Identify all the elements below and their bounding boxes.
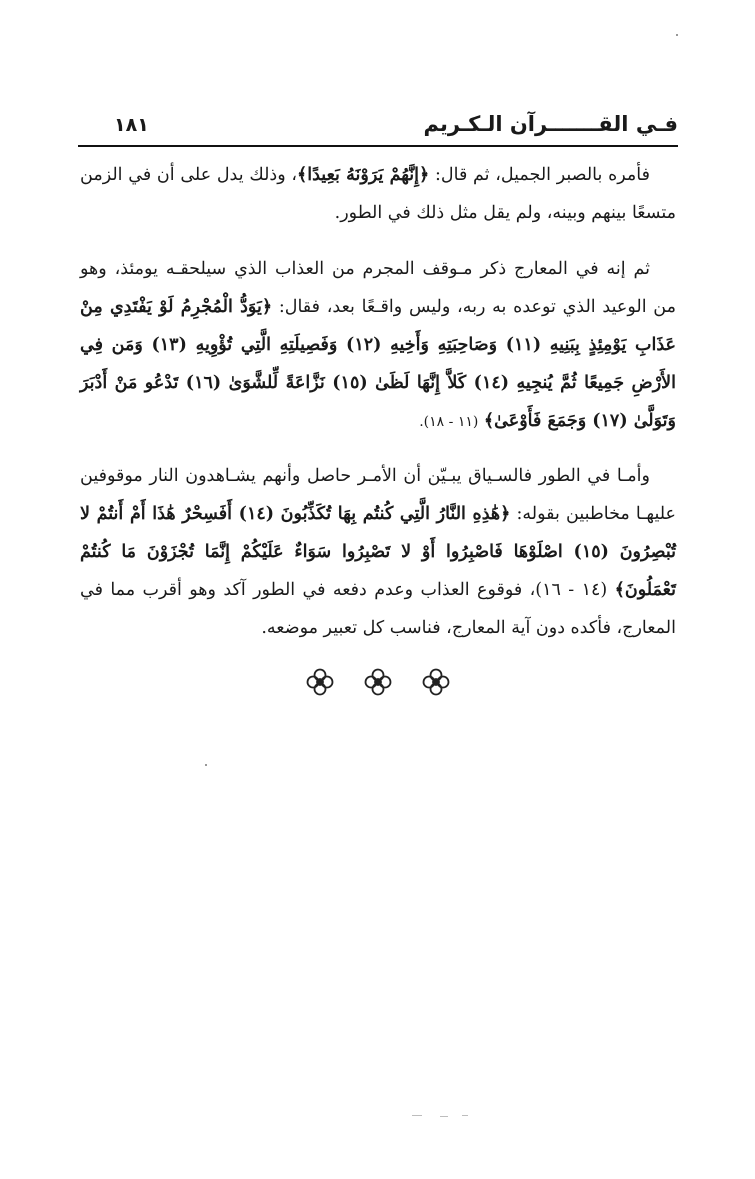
scan-mark: [440, 1116, 448, 1117]
scan-mark: [412, 1115, 422, 1116]
quran-verse: ﴿هَٰذِهِ النَّارُ الَّتِي كُنتُم بِهَا تُكَذِّبُونَ (١٤) أَفَسِحْرٌ هَٰذَا أَمْ أَنتُمْ لا تُبْصِرُونَ (١٥) اصْلَوْهَا فَاصْبِرُوا أَوْ لا تَصْبِرُوا سَوَاءٌ عَلَيْكُمْ إِنَّمَا تُجْزَوْنَ مَا كُنتُمْ تَعْمَلُونَ﴾: [80, 504, 676, 600]
paragraph-text: [80, 156, 676, 232]
paragraph-2: [80, 250, 676, 441]
header-rule: [78, 145, 678, 147]
quran-verse: ﴿إِنَّهُمْ يَرَوْنَهُ بَعِيدًا﴾: [297, 165, 430, 185]
page-number: ١٨١: [114, 114, 149, 136]
paragraph-3: [80, 457, 676, 647]
page-header: [78, 108, 678, 144]
scan-speck: [676, 34, 678, 36]
paragraph-1: [80, 156, 676, 232]
prose-text: ، وذلك يدل على أن في الزمن متسعًا بينهم وبينه، ولم يقل مثل ذلك في الطور.: [80, 165, 676, 223]
paragraph-text: [80, 457, 676, 647]
prose-text: ثم إنه في المعارج ذكر مـوقف المجرم من العذاب الذي سيلحقـه يومئذ، وهو من الوعيد الذي توعده به ربه، وليس واقـعًا بعد، فقال:: [80, 259, 676, 317]
flower-ornament-icon: [305, 667, 335, 697]
flower-ornament-icon: [363, 667, 393, 697]
prose-text: (١٤ - ١٦)، فوقوع العذاب وعدم دفعه في الطور آكد وهو أقرب مما في المعارج، فأكده دون آية المعارج، فناسب كل تعبير موضعه.: [80, 580, 676, 638]
paragraph-text: [80, 250, 676, 441]
quran-verse: ﴿يَوَدُّ الْمُجْرِمُ لَوْ يَفْتَدِي مِنْ عَذَابِ يَوْمِئِذٍ بِبَنِيهِ (١١) وَصَاحِبَتِهِ وَأَخِيهِ (١٢) وَفَصِيلَتِهِ الَّتِي تُؤْوِيهِ (١٣) وَمَن فِي الأَرْضِ جَمِيعًا ثُمَّ يُنجِيهِ (١٤) كَلاَّ إِنَّهَا لَظَىٰ (١٥) نَزَّاعَةً لِّلشَّوَىٰ (١٦) تَدْعُو مَنْ أَدْبَرَ وَتَوَلَّىٰ (١٧) وَجَمَعَ فَأَوْعَىٰ﴾: [80, 297, 676, 431]
section-end-ornaments: [0, 667, 755, 707]
running-title: فـي القـــــــرآن الـكـريم: [423, 112, 678, 136]
prose-text: فأمره بالصبر الجميل، ثم قال:: [435, 165, 650, 185]
verse-reference: (١١ - ١٨).: [419, 414, 479, 430]
scan-mark: [462, 1115, 468, 1116]
scan-speck: [205, 764, 207, 766]
prose-text: وأمـا في الطور فالسـياق يبـيّن أن الأمـر حاصل وأنهم يشـاهدون النار موقوفين عليهـا مخاطبين بقوله:: [80, 466, 676, 524]
flower-ornament-icon: [421, 667, 451, 697]
